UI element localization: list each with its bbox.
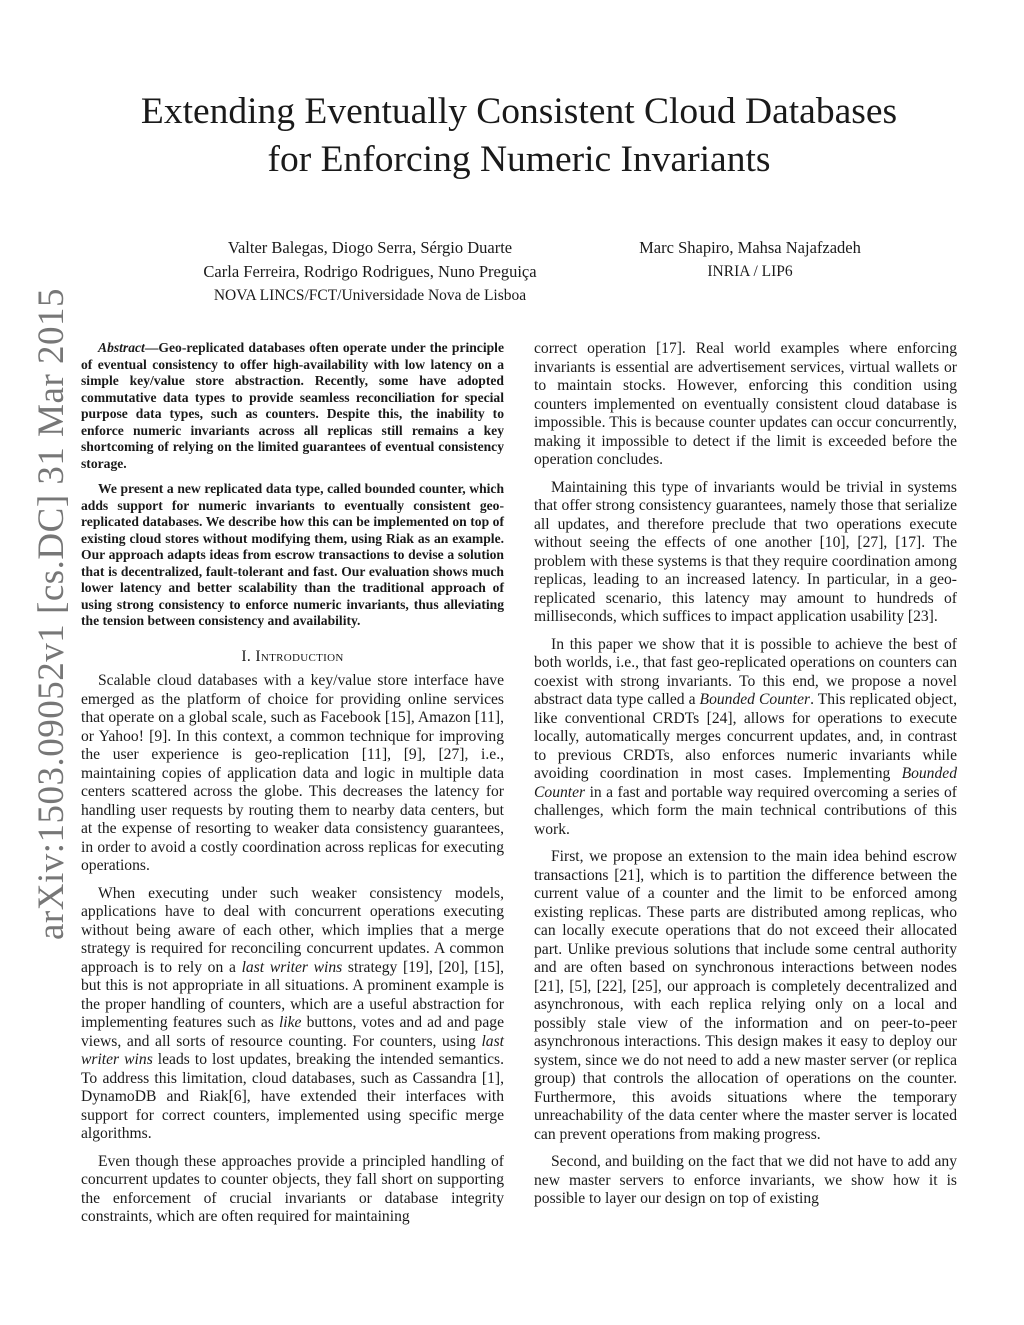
title-line-1: Extending Eventually Consistent Cloud Databases — [140, 91, 898, 132]
intro-paragraph-2: When executing under such weaker consistency models, applications have to deal with concurrent operations executing without being aware of each other, which implies that a merge strategy is required for reconciling concurrent updates. A common approach is to rely on a last writer wins strategy [19], [20], [15], but this is not appropriate in all situations. A prominent example is the proper handling of counters, which are a useful abstraction for implementing features such as like buttons, votes and ad and page views, and all sorts of resource counting. For counters, using last writer wins leads to lost updates, breaking the intended semantics. To address this limitation, cloud databases, such as Cassandra [1], DynamoDB and Riak[6], have extended their interfaces with support for correct counters, implemented using specific merge algorithms. — [81, 884, 504, 1142]
author-block-1 — [140, 236, 600, 308]
abstract-paragraph-1: Geo-replicated databases often operate under the principle of eventual consistency to offer high-availability with low latency on a simple key/value store abstraction. Recently, some have adopted commutative data types to provide seamless reconciliation for special purpose data types, such as counters. Despite this, the inability to enforce numeric invariants across all replicas still remains a key shortcoming of relying on the limited guarantees of eventual consistency storage. — [81, 340, 504, 471]
author-names-line-3: Marc Shapiro, Mahsa Najafzadeh — [639, 238, 861, 257]
section-title-initial: I — [255, 647, 261, 665]
author-institution-2: INRIA / LIP6 — [707, 263, 793, 280]
abstract — [81, 340, 504, 630]
author-block-2 — [590, 236, 910, 284]
intro-paragraph-3-continued: correct operation [17]. Real world examples where enforcing invariants is essential are advertisement services, virtual wallets or to maintain stocks. However, enforcing this condition using counters implemented on eventually consistent cloud database is impossible. This is because counter updates can occur concurrently, making it impossible to detect if the limit is exceeded before the operation concludes. — [534, 340, 957, 468]
left-column — [81, 340, 504, 1227]
intro-paragraph-6: First, we propose an extension to the main idea behind escrow transactions [21], which is to partition the difference between the current value of a counter and the limit to be enforced among existing replicas. These parts are distributed among replicas, who can locally execute operations that do not exceed their allocated part. Unlike previous solutions that include some central authority and are often based on synchronous interactions between nodes [21], [5], [22], [25], our approach is completely decentralized and asynchronous, with each replica relying only on a local and possibly stale view of the information and on peer-to-peer asynchronous interactions. This design makes it easy to deploy our system, since we do not need to add a new master server (or replica group) that controls the allocation of operations on the counter. Furthermore, this avoids situations where the temporary unreachability of the data center where the master server is located can prevent operations from making progress. — [534, 848, 957, 1143]
intro-paragraph-3: Even though these approaches provide a principled handling of concurrent updates to counter objects, they fall short on supporting the enforcement of crucial invariants or database integrity constraints, which are often required for maintaining — [81, 1152, 504, 1225]
section-heading-introduction — [81, 648, 504, 667]
emphasis-last-writer-wins-2: last writer wins — [81, 1032, 504, 1068]
intro-paragraph-5: In this paper we show that it is possible to achieve the best of both worlds, i.e., that fast geo-replicated operations on counters can coexist with strong invariants. To this end, we propose a novel abstract data type called a Bounded Counter. This replicated object, like conventional CRDTs [24], allows for operations to execute locally, automatically merges concurrent updates, and, in contrast to previous CRDTs, also enforces numeric invariants while avoiding coordination in most cases. Implementing Bounded Counter in a fast and portable way required overcoming a series of challenges, which form the main technical contributions of this work. — [534, 635, 957, 838]
right-column — [534, 340, 957, 1209]
abstract-paragraph-2: We present a new replicated data type, called bounded counter, which adds support for numeric invariants to eventually consistent geo-replicated databases. We describe how this can be implemented on top of existing cloud stores without modifying them, using Riak as an example. Our approach adapts ideas from escrow transactions to devise a solution that is decentralized, fault-tolerant and fast. Our evaluation shows much lower latency and better scalability than the traditional approach of using strong consistency to enforce numeric invariants, thus alleviating the tension between consistency and availability. — [81, 481, 504, 628]
abstract-dash: — — [144, 340, 159, 355]
intro-paragraph-4: Maintaining this type of invariants would be trivial in systems that offer strong consistency guarantees, namely those that serialize all updates, and therefore preclude that two operations execute without seeing the effects of one another [10], [27], [17]. The problem with these systems is that they require coordination among replicas, leading to an increased latency. In particular, in a geo-replicated scenario, this latency may amount to hundreds of milliseconds, which suffices to impact application usability [23]. — [534, 478, 957, 625]
intro-paragraph-1: Scalable cloud databases with a key/value store interface have emerged as the platform of choice for providing online services that operate on a global scale, such as Facebook [15], Amazon [11], or Yahoo! [9]. In this context, a common technique for improving the user experience is geo-replication [11], [9], [27], i.e., maintaining copies of application data and logic in multiple data centers scattered across the globe. This decreases the latency for handling user requests by routing them to nearby data centers, but at the expense of resorting to weaker data consistency guarantees, in order to avoid a costly coordination across replicas for executing operations. — [81, 672, 504, 874]
section-number: I. — [241, 647, 252, 665]
emphasis-bounded-counter-2: Bounded Counter — [534, 765, 957, 801]
section-title-rest: ntroduction — [260, 647, 344, 665]
intro-paragraph-7: Second, and building on the fact that we did not have to add any new master servers to enforce invariants, we show how it is possible to layer our design on top of existing — [534, 1153, 957, 1207]
author-names-line-1: Valter Balegas, Diogo Serra, Sérgio Duarte — [227, 238, 513, 257]
author-names-line-2: Carla Ferreira, Rodrigo Rodrigues, Nuno Preguiça — [203, 262, 537, 281]
author-institution-1: NOVA LINCS/FCT/Universidade Nova de Lisboa — [213, 287, 527, 304]
emphasis-bounded-counter: Bounded Counter — [699, 691, 811, 708]
arxiv-identifier: arXiv:1503.09052v1 [cs.DC] 31 Mar 2015 — [31, 287, 72, 940]
title-line-2: for Enforcing Numeric Invariants — [267, 139, 771, 180]
paper-title — [60, 88, 978, 184]
emphasis-like: like — [278, 1014, 302, 1031]
emphasis-last-writer-wins: last writer wins — [241, 958, 343, 976]
abstract-label: Abstract — [98, 340, 145, 355]
